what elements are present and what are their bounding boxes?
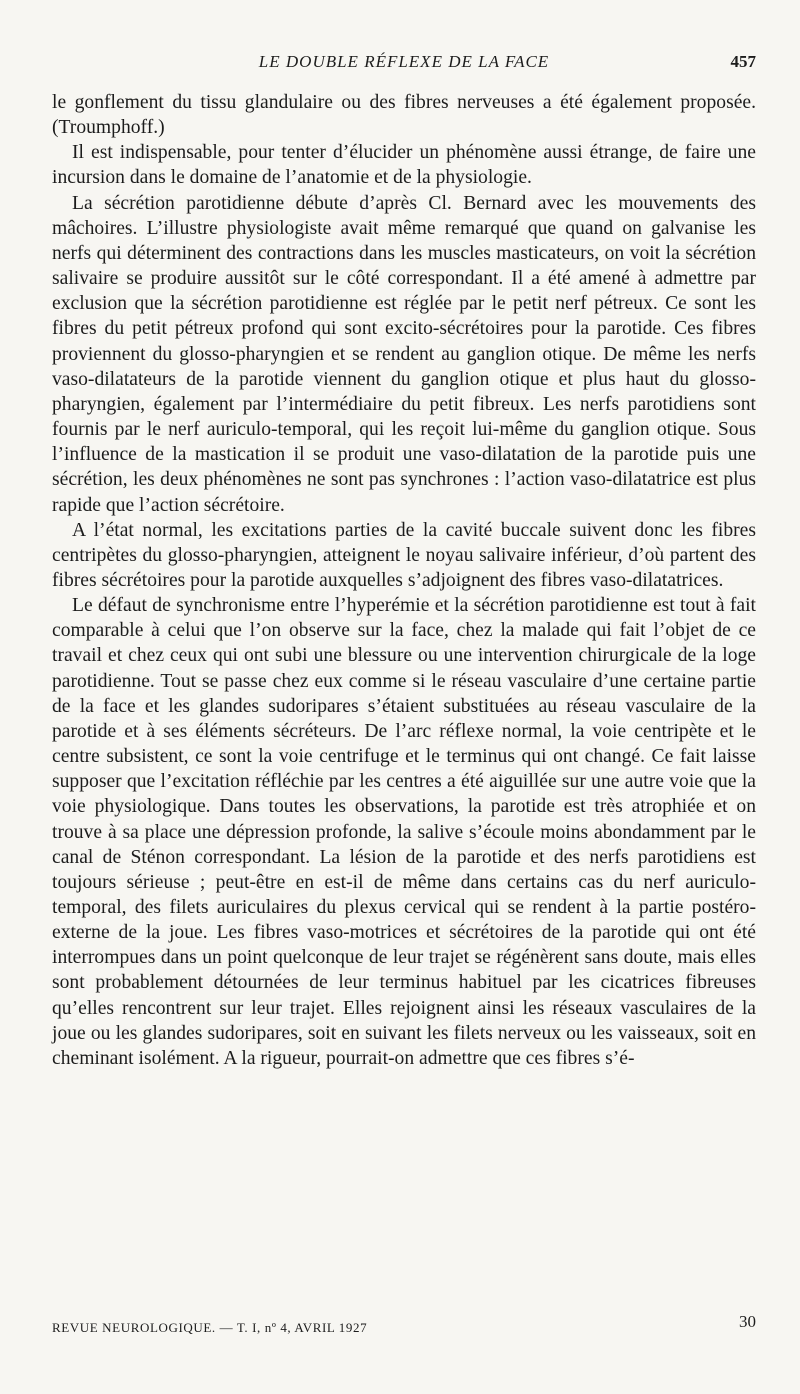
- running-title: LE DOUBLE RÉFLEXE DE LA FACE: [258, 52, 550, 71]
- paragraph-4: A l’état normal, les excitations parties de la cavité buccale suivent donc les fibres centripètes du glosso-pharyngien, atteignent le noyau salivaire inférieur, d’où partent des fibres sécrétoires pour la parotide auxquelles s’adjoignent des fibres vaso-dilatatrices.: [52, 519, 756, 591]
- paragraph-5: Le défaut de synchronisme entre l’hyperémie et la sécrétion parotidienne est tout à fait comparable à celui que l’on observe sur la face, chez la malade qui fait l’objet de ce travail et chez ceux qui ont subi une blessure ou une intervention chirurgicale de la loge parotidienne. Tout se passe chez eux comme si le réseau vasculaire d’une certaine partie de la face et les glandes sudoripares s’étaient substituées au réseau vasculaire de la parotide et à ses éléments sécréteurs. De l’arc réflexe normal, la voie centripète et le centre subsistent, ce sont la voie centrifuge et le terminus qui ont changé. Ce fait laisse supposer que l’excitation réfléchie par les centres a été aiguillée sur une autre voie que la voie physiologique. Dans toutes les observations, la parotide est très atrophiée et on trouve à sa place une dépression profonde, la salive s’écoule moins abondamment par le canal de Sténon correspondant. La lésion de la parotide et des nerfs parotidiens est toujours sérieuse ; peut-être en est-il de même dans certains cas du nerf auriculo-temporal, des filets auriculaires du plexus cervical qui se rendent à la partie postéro-externe de la joue. Les fibres vaso-motrices et sécrétoires de la parotide qui ont été interrompues dans un point quelconque de leur trajet se régénèrent sans doute, mais elles sont probablement détournées de leur terminus habituel par les cicatrices fibreuses qu’elles rencontrent sur leur trajet. Elles rejoignent ainsi les réseaux vasculaires de la joue ou les glandes sudoripares, soit en suivant les filets nerveux ou les vaisseaux, soit en cheminant isolément. A la rigueur, pourrait-on admettre que ces fibres s’é-: [52, 595, 756, 1069]
- paragraph-1: le gonflement du tissu glandulaire ou des fibres nerveuses a été également proposée. (Troumphoff.): [52, 92, 756, 139]
- page-footer: [52, 1312, 756, 1340]
- journal-reference: REVUE NEUROLOGIQUE. — T. I, nº 4, AVRIL 1927: [52, 1320, 368, 1335]
- paragraph-2: Il est indispensable, pour tenter d’élucider un phénomène aussi étrange, de faire une incursion dans le domaine de l’anatomie et de la physiologie.: [52, 142, 756, 189]
- document-page: [52, 52, 756, 1362]
- body-text: [52, 90, 756, 1071]
- running-head: [52, 52, 756, 82]
- paragraph-3: La sécrétion parotidienne débute d’après Cl. Bernard avec les mouvements des mâchoires. L’illustre physiologiste avait même remarqué que quand on galvanise les nerfs qui déterminent des contractions dans les muscles masticateurs, on voit la sécrétion salivaire se produire aussitôt sur le côté correspondant. Il a été amené à admettre par exclusion que la sécrétion parotidienne est réglée par le petit nerf pétreux. Ce sont les fibres du petit pétreux profond qui sont excito-sécrétoires pour la parotide. Ces fibres proviennent du glosso-pharyngien et se rendent au ganglion otique. De même les nerfs vaso-dilatateurs de la parotide viennent du ganglion otique et plus haut du glosso-pharyngien, également par l’intermédiaire du petit fibreux. Les nerfs parotidiens sont fournis par le nerf auriculo-temporal, qui les reçoit lui-même du ganglion otique. Sous l’influence de la mastication il se produit une vaso-dilatation de la parotide puis une sécrétion, les deux phénomènes ne sont pas synchrones : l’action vaso-dilatatrice est plus rapide que l’action sécrétoire.: [52, 192, 756, 516]
- signature-mark: 30: [739, 1312, 756, 1331]
- page-number: 457: [730, 52, 756, 71]
